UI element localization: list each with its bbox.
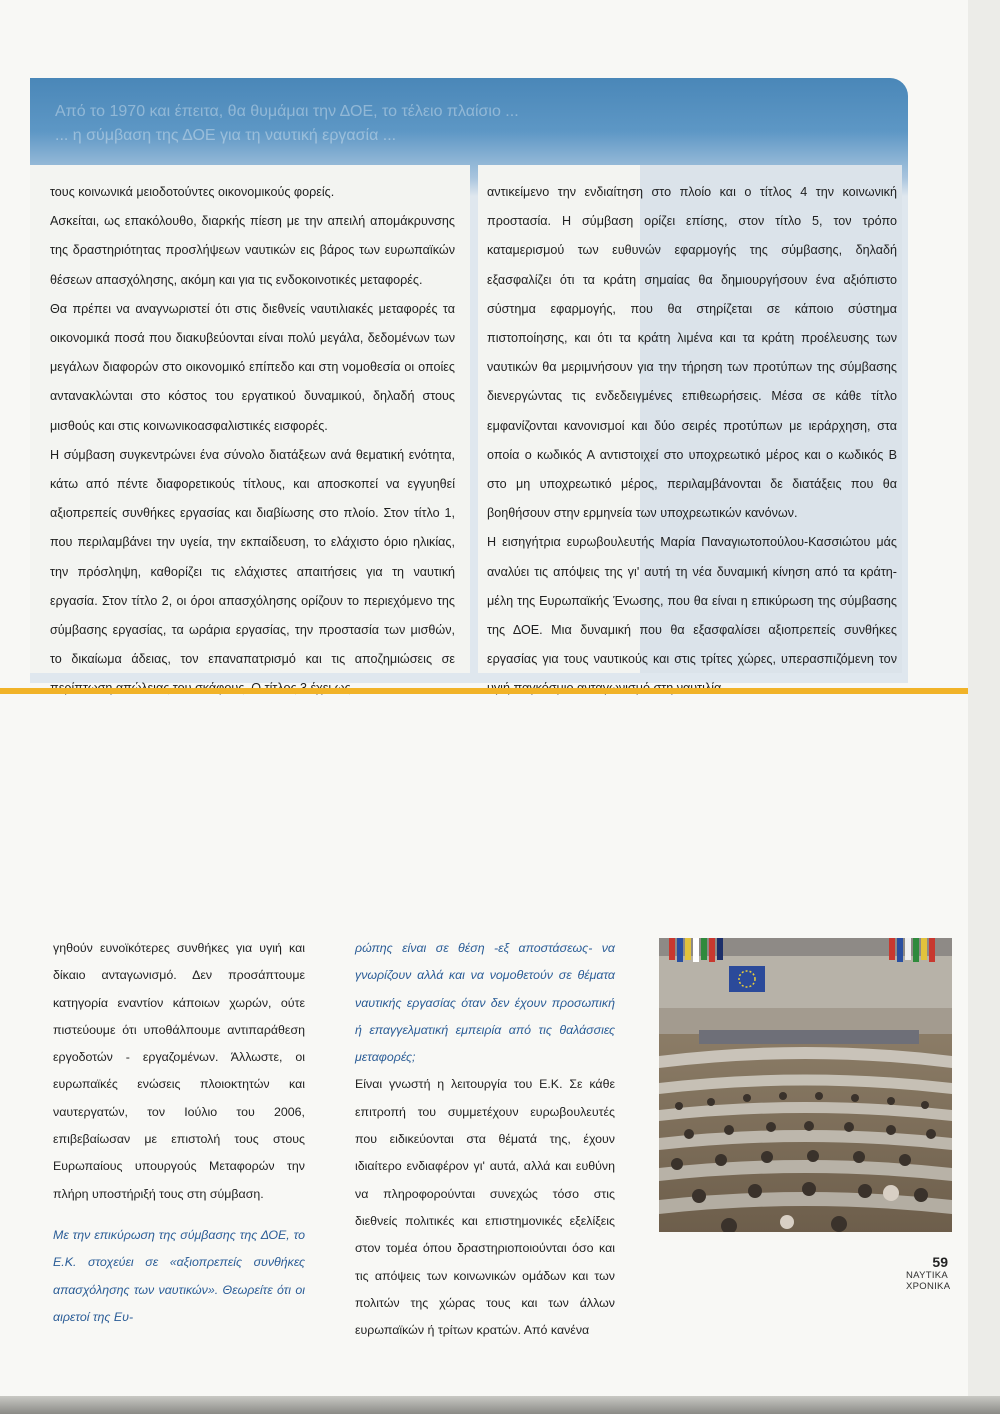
- page-footer: [906, 1254, 951, 1292]
- article-column-bottom-middle: [355, 935, 615, 1344]
- eu-flag: [729, 966, 765, 992]
- paragraph: Είναι γνωστή η λειτουργία του Ε.Κ. Σε κάθε επιτροπή του συμμετέχουν ευρωβουλευτές που ειδικεύονται στα θέματά της, έχουν ιδιαίτερο ενδιαφέρον γι' αυτά, αλλά και ευθύνη να πληροφορούνται συνεχώς τόσο στις διεθνείς πολιτικές και επιστημονικές εξελίξεις στον τομέα όπου δραστηριοποιούνται όσο και τις απόψεις των κοινωνικών ομάδων και των πολιτών της χώρας τους και των άλλων ευρωπαϊκών ή τρίτων κρατών. Από κανένα: [355, 1077, 615, 1338]
- magazine-name: ΧΡΟΝΙΚΑ: [906, 1281, 951, 1292]
- paragraph: τους κοινωνικά μειοδοτούντες οικονομικούς φορείς.: [50, 185, 335, 199]
- article-column-top-left: [50, 178, 455, 704]
- faded-header-text: [55, 100, 895, 148]
- paragraph: Η εισηγήτρια ευρωβουλευτής Μαρία Παναγιωτοπούλου-Κασσιώτου μάς αναλύει τις απόψεις της γι' αυτή τη νέα δυναμική κίνηση από τα κράτη-μέλη της Ευρωπαϊκής Ένωσης, που θα είναι η επικύρωση της σύμβασης της ΔΟΕ. Μια δυναμική που θα εξασφαλίσει αξιοπρεπείς συνθήκες εργασίας για τους ναυτικούς και στις τρίτες χώρες, υπερασπιζόμενη τον: [487, 535, 897, 667]
- page-edge-shadow: [968, 0, 1000, 1414]
- article-column-bottom-left: [53, 935, 305, 1331]
- orange-divider: [0, 688, 985, 694]
- photo-illustration: [659, 938, 952, 1232]
- parliament-chamber-photo: [659, 938, 952, 1232]
- paragraph: αντικείμενο την ενδιαίτηση στο πλοίο και ο τίτλος 4 την κοινωνική προστασία. Η σύμβαση ορίζει επίσης, στον τίτλο 5, τον τρόπο καταμερισμού των ευθυνών εφαρμογής της σύμβασης, δηλαδή εξασφαλίζει ότι τα κράτη σημαίας θα δημιουργήσουν ένα αξιόπιστο σύστημα εφαρμογής, που θα στηρίζεται σε κάποιο σύστημα πιστοποίησης, και ότι τα κράτη λιμένα και τα κράτη προέλευσης των ναυτικών θα μεριμνήσουν για την τήρηση των προτύπων της σύμβασης διενεργώντας τις ενδεδειγμένες επιθεωρήσεις. Μέσα σε κάθε τίτλο εμφανίζονται κανονισμοί και δύο σειρές προτύπων με ιεράρχηση, στα οποία ο κωδικός Α αντιστοιχεί στο υποχρεωτικό μέρος και ο κωδικός Β στο μη υποχρεωτικό μέρος, περιλαμβάνονται δε διατάξεις που θα βοηθήσουν στην ερμηνεία των υποχρεωτικών κανόνων.: [487, 185, 897, 521]
- faded-header-line: ... η σύμβαση της ΔΟΕ για τη ναυτική εργασία ...: [55, 127, 397, 144]
- paragraph: γηθούν ευνοϊκότερες συνθήκες για υγιή και δίκαιο ανταγωνισμό. Δεν προσάπτουμε κατηγορία εναντίον κάποιων χωρών, ούτε πιστεύουμε ότι υποθάλπουμε αντιπαράθεση εργοδοτών - εργαζομένων. Άλλωστε, οι ευρωπαϊκές ενώσεις πλοιοκτητών και ναυτεργατών, τον Ιούλιο του 2006, επιβεβαίωσαν με επιστολή τους στους Ευρωπαίους υπουργούς Μεταφορών την πλήρη υποστήριξή τους στη σύμβαση.: [53, 941, 305, 1201]
- article-column-top-right: [487, 178, 897, 704]
- page-bottom-shadow: [0, 1396, 1000, 1414]
- interview-question-continued: ρώπης είναι σε θέση -εξ αποστάσεως- να γνωρίζουν αλλά και να νομοθετούν σε θέματα ναυτικής εργασίας όταν δεν έχουν προσωπική ή επαγγελματική εμπειρία από τις θαλάσσιες μεταφορές;: [355, 941, 615, 1065]
- paragraph: Θα πρέπει να αναγνωριστεί ότι στις διεθνείς ναυτιλιακές μεταφορές τα οικονομικά ποσά που διακυβεύονται είναι πολύ μεγάλα, δεδομένων των μεγάλων διαφορών στο οικονομικό επίπεδο και στη νομοθεσία οι οποίες αντανακλώνται στο κόστος του εργατικού δυναμικού, δηλαδή στους μισθούς και στις κοινωνικοασφαλιστικές εισφορές.: [50, 301, 455, 433]
- page-number: 59: [932, 1254, 948, 1270]
- magazine-name: ΝΑΥΤΙΚΑ: [906, 1270, 949, 1281]
- faded-header-line: Από το 1970 και έπειτα, θα θυμάμαι την ΔΟΕ, το τέλειο πλαίσιο ...: [55, 103, 519, 120]
- paragraph: Ασκείται, ως επακόλουθο, διαρκής πίεση με την απειλή απομάκρυνσης της δραστηριότητας προσλήψεων ναυτικών εις βάρος των ευρωπαϊκών θέσεων απασχόλησης, ακόμη και για τις ενδοκοινοτικές μεταφορές.: [50, 214, 455, 287]
- paragraph: Η σύμβαση συγκεντρώνει ένα σύνολο διατάξεων ανά θεματική ενότητα, κάτω από πέντε διαφορετικούς τίτλους, και αποσκοπεί να εγγυηθεί αξιοπρεπείς συνθήκες εργασίας και διαβίωσης στο πλοίο. Στον τίτλο 1, που περιλαμβάνει την υγεία, την εκπαίδευση, το ελάχιστο όριο ηλικίας, την πρόσληψη, καθορίζει τις ελάχιστες απαιτήσεις για τη ναυτική εργασία. Στον τίτλο 2, οι όροι απασχόλησης ορίζουν το περιεχόμενο της σύμβασης εργασίας, τα ωράρια εργασίας, την προστασία των μισθών, το δικαίωμα άδειας, τον επαναπατρισμό και τις αποζημιώσεις σε: [50, 447, 455, 667]
- interview-question: Με την επικύρωση της σύμβασης της ΔΟΕ, το Ε.Κ. στοχεύει σε «αξιοπρεπείς συνθήκες απασχόλησης των ναυτικών». Θεωρείτε ότι οι αιρετοί της Ευ-: [53, 1227, 305, 1324]
